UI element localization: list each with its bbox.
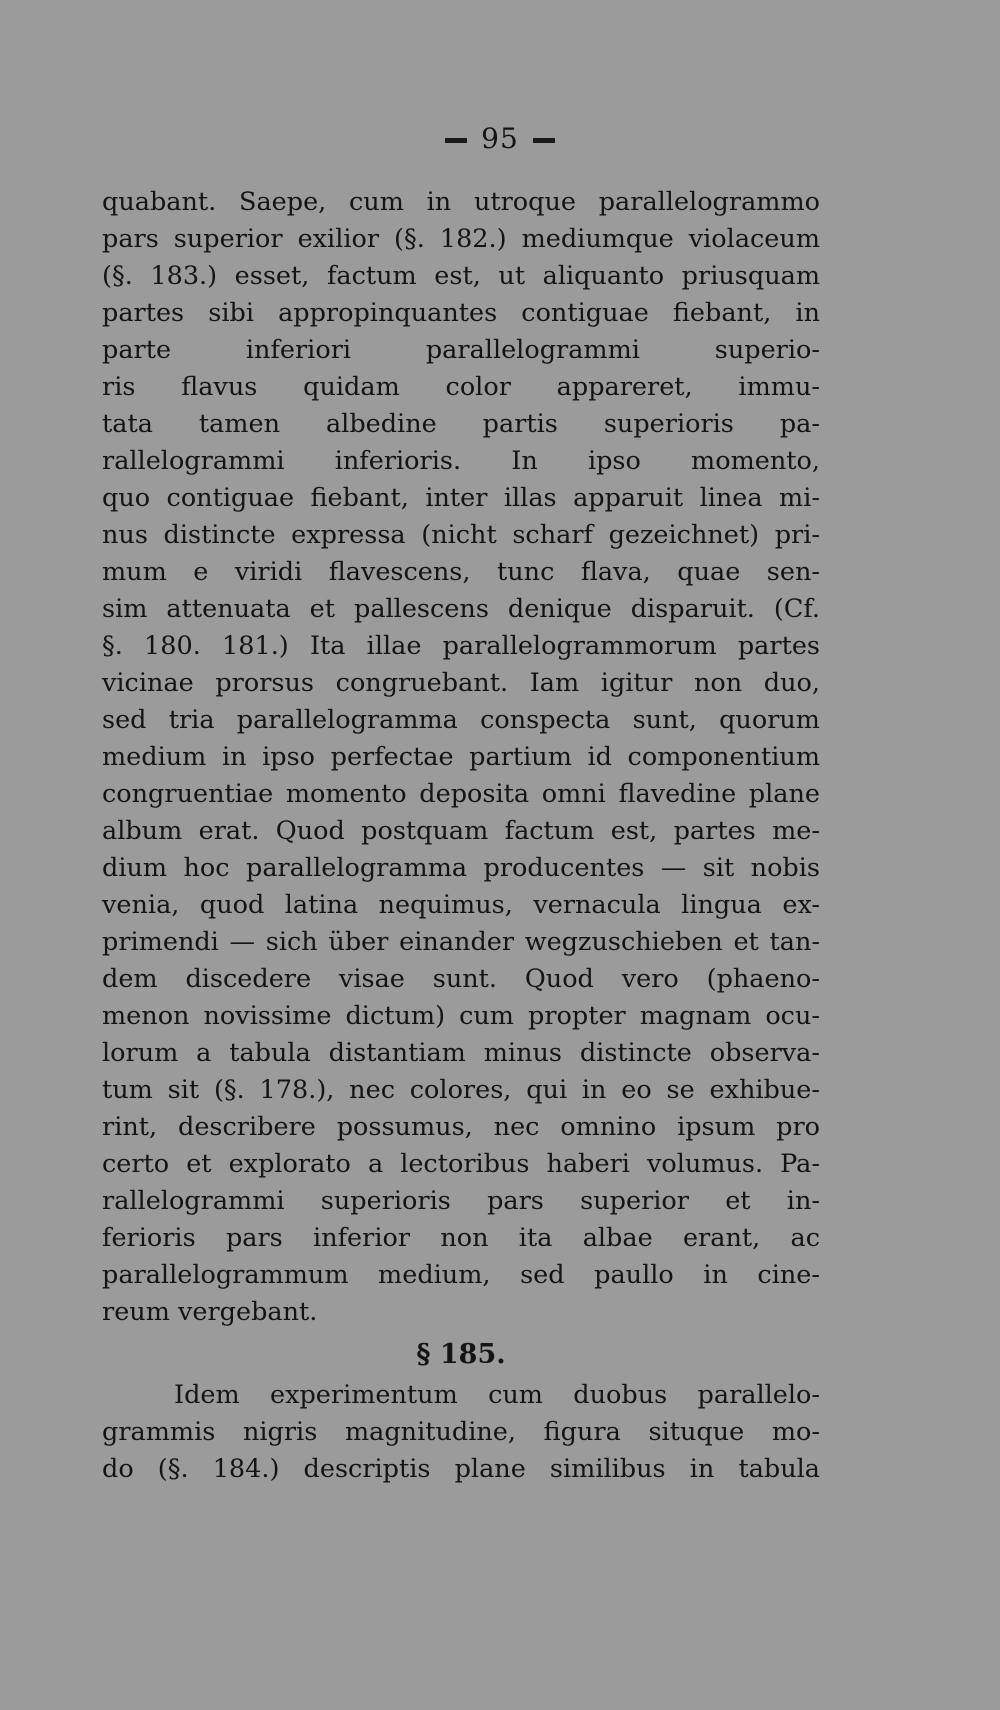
text-line: vicinae prorsus congruebant. Iam igitur non duo, (102, 668, 820, 698)
text-line: quo contiguae fiebant, inter illas apparuit linea mi- (102, 483, 820, 513)
text-line: menon novissime dictum) cum propter magnam ocu- (102, 1001, 820, 1031)
left-dash-ornament (445, 138, 467, 143)
text-line: do (§. 184.) descriptis plane similibus in tabula (102, 1454, 820, 1484)
text-line: sim attenuata et pallescens denique disparuit. (Cf. (102, 594, 820, 624)
text-line: nus distincte expressa (nicht scharf gezeichnet) pri- (102, 520, 820, 550)
text-line: lorum a tabula distantiam minus distincte observa- (102, 1038, 820, 1068)
text-line: rallelogrammi superioris pars superior et in- (102, 1186, 820, 1216)
text-line: dium hoc parallelogramma producentes — sit nobis (102, 853, 820, 883)
text-line: certo et explorato a lectoribus haberi volumus. Pa- (102, 1149, 820, 1179)
paragraph-2 (102, 1377, 820, 1488)
text-line: grammis nigris magnitudine, figura situque mo- (102, 1417, 820, 1447)
text-line: sed tria parallelogramma conspecta sunt, quorum (102, 705, 820, 735)
text-line: pars superior exilior (§. 182.) mediumque violaceum (102, 224, 820, 254)
text-line: mum e viridi flavescens, tunc flava, quae sen- (102, 557, 820, 587)
text-line: ris flavus quidam color appareret, immu- (102, 372, 820, 402)
text-line: Idem experimentum cum duobus parallelo- (174, 1380, 820, 1410)
text-line: primendi — sich über einander wegzuschieben et tan- (102, 927, 820, 957)
text-line: congruentiae momento deposita omni flavedine plane (102, 779, 820, 809)
text-line: rallelogrammi inferioris. In ipso momento, (102, 446, 820, 476)
text-line: quabant. Saepe, cum in utroque parallelogrammo (102, 187, 820, 217)
text-line: §. 180. 181.) Ita illae parallelogrammorum partes (102, 631, 820, 661)
paragraph-1 (102, 184, 820, 1331)
body-text (102, 184, 820, 1488)
text-line: parte inferiori parallelogrammi superio- (102, 335, 820, 365)
text-line: reum vergebant. (102, 1297, 318, 1327)
page-number (0, 122, 1000, 155)
text-line: partes sibi appropinquantes contiguae fiebant, in (102, 298, 820, 328)
right-dash-ornament (533, 138, 555, 143)
text-line: parallelogrammum medium, sed paullo in cine- (102, 1260, 820, 1290)
text-line: tata tamen albedine partis superioris pa- (102, 409, 820, 439)
text-line: rint, describere possumus, nec omnino ipsum pro (102, 1112, 820, 1142)
text-line: medium in ipso perfectae partium id componentium (102, 742, 820, 772)
text-line: (§. 183.) esset, factum est, ut aliquanto priusquam (102, 261, 820, 291)
text-line: venia, quod latina nequimus, vernacula lingua ex- (102, 890, 820, 920)
text-line: ferioris pars inferior non ita albae erant, ac (102, 1223, 820, 1253)
text-line: album erat. Quod postquam factum est, partes me- (102, 816, 820, 846)
text-line: dem discedere visae sunt. Quod vero (phaeno- (102, 964, 820, 994)
text-line: tum sit (§. 178.), nec colores, qui in eo se exhibue- (102, 1075, 820, 1105)
section-heading: § 185. (416, 1339, 506, 1370)
page-number-text: 95 (481, 122, 519, 155)
